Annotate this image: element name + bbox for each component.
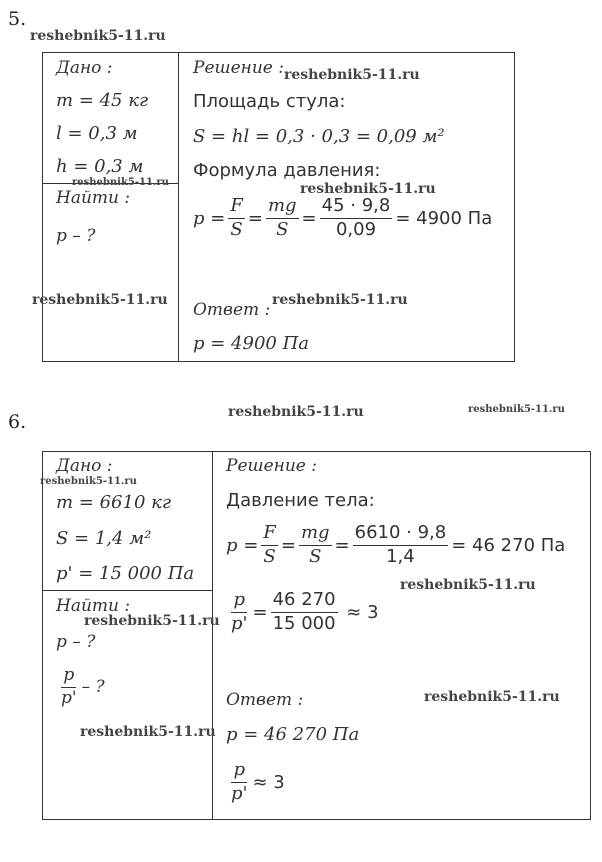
formula-result: 46 270 Па xyxy=(472,534,566,556)
fraction-denominator: p' xyxy=(231,782,248,804)
problem-6-find-pressure: p – ? xyxy=(56,632,96,652)
fraction-numerator: 45 · 9,8 xyxy=(320,196,393,219)
watermark: reshebnik5-11.ru xyxy=(300,181,436,197)
problem-6-find-label: Найти : xyxy=(56,596,131,616)
problem-6-row-divider xyxy=(42,590,213,591)
watermark: reshebnik5-11.ru xyxy=(40,476,137,487)
find-ratio-tail: – ? xyxy=(81,677,105,698)
fraction-numerator: p xyxy=(61,666,76,688)
problem-5-pressure-formula: p = $\frac{F}{S}$ = $\frac{mg}{S}$ = $\frac{45 \cdot 9,8}{0,09}$ = 4900 Па xyxy=(193,195,493,240)
fraction-numerator: p xyxy=(231,760,247,783)
fraction-numerator: 46 270 xyxy=(271,590,338,613)
ratio-result: ≈ 3 xyxy=(346,601,379,623)
problem-6-solution-label: Решение : xyxy=(226,456,318,476)
problem-5-answer: p = 4900 Па xyxy=(193,333,310,354)
watermark: reshebnik5-11.ru xyxy=(30,28,166,44)
fraction-numerator: 6610 · 9,8 xyxy=(353,523,449,546)
watermark: reshebnik5-11.ru xyxy=(228,404,364,420)
problem-5-given-label: Дано : xyxy=(56,58,113,78)
fraction-mg-area xyxy=(266,196,299,240)
watermark: reshebnik5-11.ru xyxy=(272,292,408,308)
watermark: reshebnik5-11.ru xyxy=(80,724,216,740)
fraction-denominator: 0,09 xyxy=(335,218,377,240)
watermark: reshebnik5-11.ru xyxy=(424,689,560,705)
fraction-numerator: p xyxy=(231,590,247,613)
problem-5-find-label: Найти : xyxy=(56,188,131,208)
fraction-denominator: S xyxy=(263,545,276,567)
problem-6-number: 6. xyxy=(8,411,27,433)
watermark: reshebnik5-11.ru xyxy=(84,613,220,629)
fraction-numerator: mg xyxy=(266,196,299,219)
problem-6-pressure-formula: p = $\frac{F}{S}$ = $\frac{mg}{S}$ = $\frac{6610 \cdot 9,8}{1,4}$ = 46 270 Па xyxy=(226,522,566,567)
problem-5-given-mass: m = 45 кг xyxy=(56,90,149,111)
problem-5-area-label: Площадь стула: xyxy=(193,91,346,112)
problem-5-number: 5. xyxy=(8,8,27,30)
problem-6-answer-label: Ответ : xyxy=(226,690,304,710)
fraction-numerator: mg xyxy=(299,523,332,546)
fraction-denominator: S xyxy=(230,218,243,240)
watermark: reshebnik5-11.ru xyxy=(32,292,168,308)
problem-6-ratio-formula: $\frac{p}{p'}$ = $\frac{46 270}{15 000}$ ≈ 3 xyxy=(231,589,379,634)
fraction-force-area xyxy=(228,196,245,240)
fraction-numerator: F xyxy=(261,523,278,546)
problem-6-given-pressure: p' = 15 000 Па xyxy=(56,563,195,584)
fraction-numeric xyxy=(353,523,449,567)
formula-lhs: p xyxy=(226,534,238,556)
problem-6-given-label: Дано : xyxy=(56,456,113,476)
fraction-pressure-ratio xyxy=(229,760,249,804)
problem-6-find-ratio xyxy=(56,666,105,708)
watermark: reshebnik5-11.ru xyxy=(72,177,169,188)
fraction-denominator: S xyxy=(309,545,322,567)
fraction-denominator: p' xyxy=(61,687,77,708)
fraction-force-area xyxy=(261,523,278,567)
watermark: reshebnik5-11.ru xyxy=(284,67,420,83)
fraction-denominator: 1,4 xyxy=(386,545,415,567)
problem-5-solution-label: Решение : xyxy=(193,58,285,78)
problem-5-given-height: h = 0,3 м xyxy=(56,156,144,177)
fraction-numeric xyxy=(320,196,393,240)
problem-5-column-divider xyxy=(178,52,179,362)
problem-6-given-mass: m = 6610 кг xyxy=(56,492,171,513)
formula-lhs: p xyxy=(193,207,205,229)
watermark: reshebnik5-11.ru xyxy=(468,404,565,415)
formula-result: 4900 Па xyxy=(416,207,493,229)
fraction-numeric-ratio xyxy=(271,590,338,634)
fraction-numerator: F xyxy=(228,196,245,219)
problem-6-column-divider xyxy=(212,451,213,820)
problem-5-given-length: l = 0,3 м xyxy=(56,123,138,144)
problem-6-answer-ratio xyxy=(226,760,285,804)
problem-6-answer-pressure: p = 46 270 Па xyxy=(226,724,360,745)
problem-6-given-area: S = 1,4 м² xyxy=(56,528,152,549)
fraction-mg-area xyxy=(299,523,332,567)
fraction-pressure-ratio xyxy=(229,590,249,634)
fraction-denominator: p' xyxy=(231,612,248,634)
fraction-pressure-ratio xyxy=(59,666,79,708)
answer-ratio-tail: ≈ 3 xyxy=(252,771,285,793)
watermark: reshebnik5-11.ru xyxy=(400,577,536,593)
fraction-denominator: 15 000 xyxy=(272,612,336,634)
problem-5-pressure-label: Формула давления: xyxy=(193,160,381,181)
problem-5-find-value: p – ? xyxy=(56,226,96,246)
problem-5-area-formula: S = hl = 0,3 · 0,3 = 0,09 м² xyxy=(193,126,445,147)
problem-5-answer-label: Ответ : xyxy=(193,300,271,320)
problem-6-pressure-label: Давление тела: xyxy=(226,490,375,511)
fraction-denominator: S xyxy=(276,218,289,240)
